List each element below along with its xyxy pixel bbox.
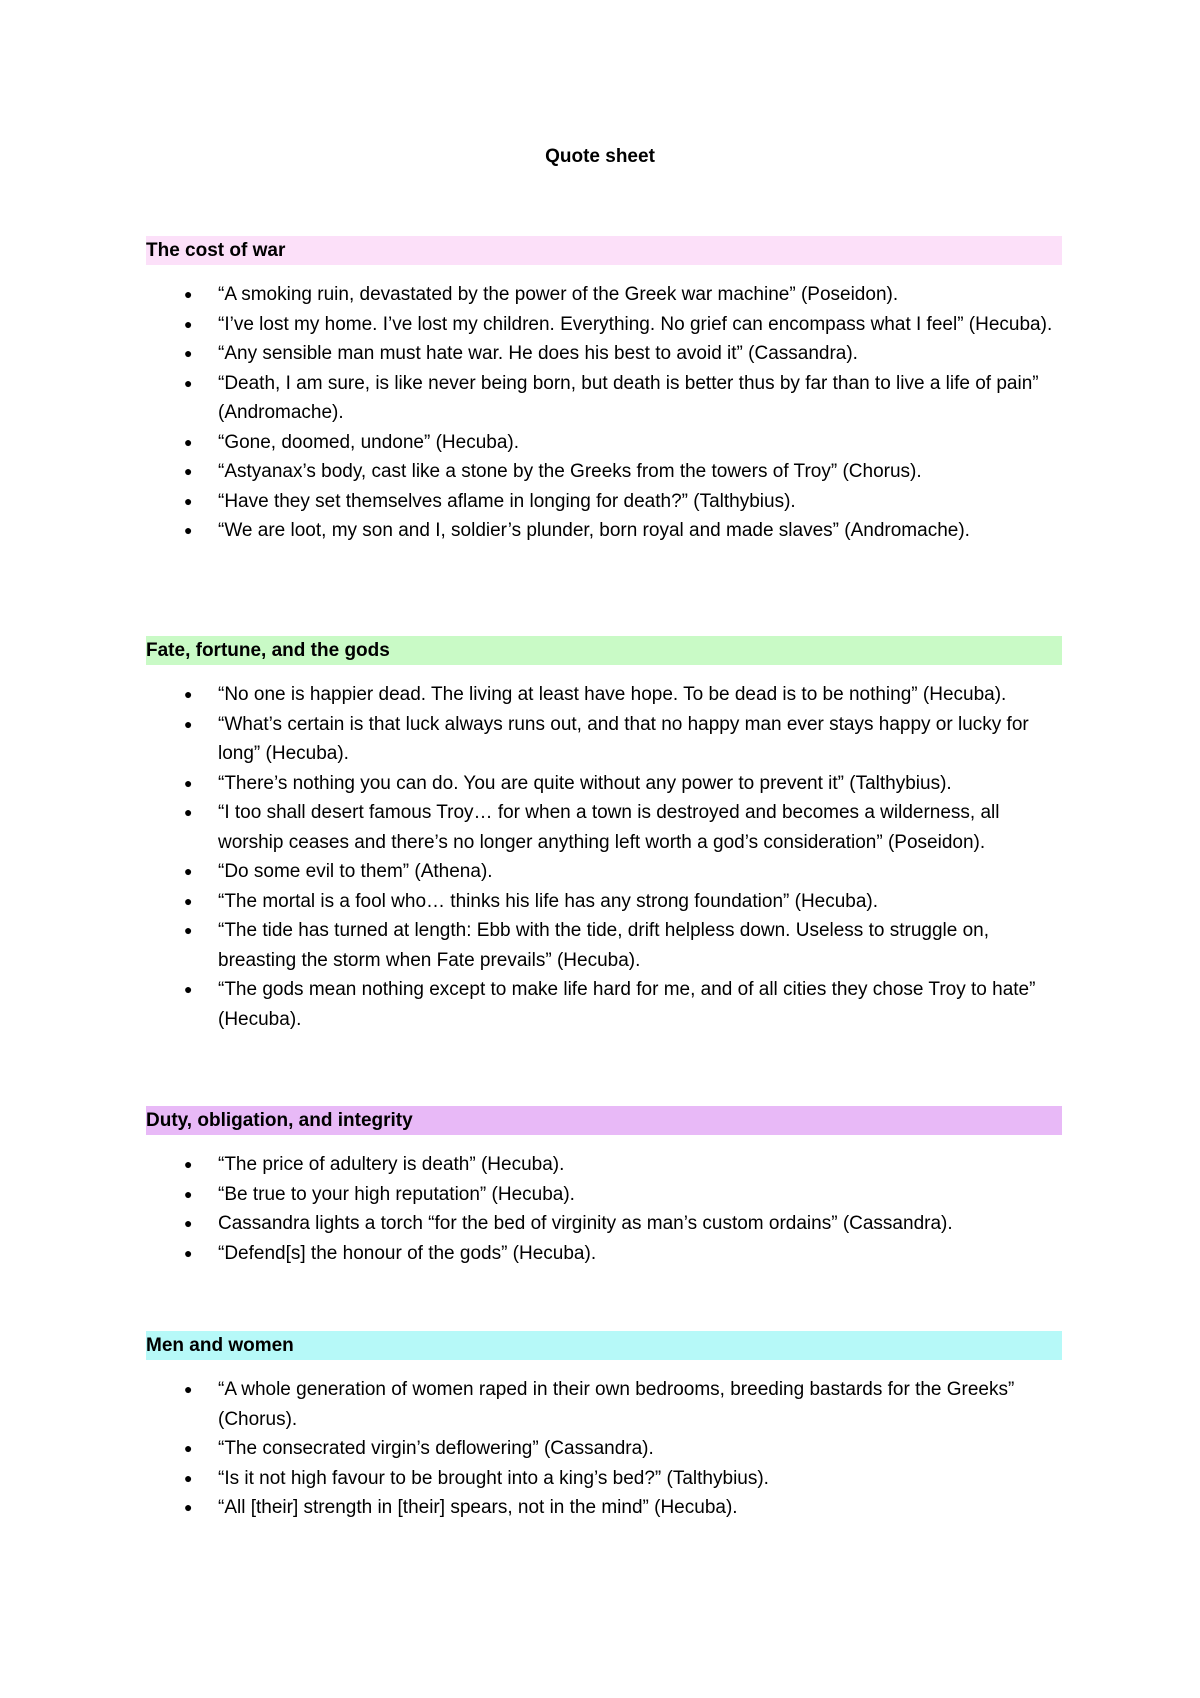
section-heading: Fate, fortune, and the gods bbox=[146, 636, 1062, 665]
section-heading: Men and women bbox=[146, 1331, 1062, 1360]
bullet-icon: ● bbox=[184, 1215, 193, 1231]
bullet-icon: ● bbox=[184, 1185, 193, 1202]
quote-list bbox=[146, 1375, 1062, 1523]
quote-item: ● “All [their] strength in [their] spears, not in the mind” (Hecuba). bbox=[146, 1493, 1062, 1523]
bullet-icon: ● bbox=[184, 315, 193, 332]
quote-item: ● “Defend[s] the honour of the gods” (Hecuba). bbox=[146, 1239, 1062, 1269]
quote-item: ● “Any sensible man must hate war. He does his best to avoid it” (Cassandra). bbox=[146, 339, 1062, 369]
quote-item: ● “I’ve lost my home. I’ve lost my children. Everything. No grief can encompass what I feel” (Hecuba). bbox=[146, 310, 1062, 340]
bullet-icon: ● bbox=[184, 374, 193, 391]
bullet-icon: ● bbox=[184, 1381, 193, 1397]
quote-list bbox=[146, 280, 1062, 546]
bullet-icon: ● bbox=[184, 1440, 193, 1456]
quote-item: ● “Have they set themselves aflame in longing for death?” (Talthybius). bbox=[146, 487, 1062, 517]
bullet-icon: ● bbox=[184, 286, 193, 302]
section-heading: The cost of war bbox=[146, 236, 1062, 265]
quote-item: ● “There’s nothing you can do. You are quite without any power to prevent it” (Talthybius). bbox=[146, 769, 1062, 799]
section-fate-fortune-gods bbox=[146, 636, 1062, 1034]
section-heading: Duty, obligation, and integrity bbox=[146, 1106, 1062, 1135]
quote-item: ● “We are loot, my son and I, soldier’s plunder, born royal and made slaves” (Andromache). bbox=[146, 516, 1062, 546]
bullet-icon: ● bbox=[184, 345, 193, 361]
quote-item: ● “The gods mean nothing except to make life hard for me, and of all cities they chose Troy to hate” (Hecuba). bbox=[146, 975, 1062, 1034]
quote-list bbox=[146, 680, 1062, 1034]
quote-item: ● “Astyanax’s body, cast like a stone by the Greeks from the towers of Troy” (Chorus). bbox=[146, 457, 1062, 487]
quote-item: ● “Be true to your high reputation” (Hecuba). bbox=[146, 1180, 1062, 1210]
quote-item: ● “Death, I am sure, is like never being born, but death is better thus by far than to live a life of pain” (Andromache). bbox=[146, 369, 1062, 428]
bullet-icon: ● bbox=[184, 522, 193, 538]
quote-item: ● “The tide has turned at length: Ebb with the tide, drift helpless down. Useless to struggle on, breasting the storm when Fate prevails” (Hecuba). bbox=[146, 916, 1062, 975]
quote-item: ● “A whole generation of women raped in their own bedrooms, breeding bastards for the Greeks” (Chorus). bbox=[146, 1375, 1062, 1434]
quote-item: ● Cassandra lights a torch “for the bed of virginity as man’s custom ordains” (Cassandra). bbox=[146, 1209, 1062, 1239]
bullet-icon: ● bbox=[184, 863, 193, 879]
quote-item: ● “I too shall desert famous Troy… for when a town is destroyed and becomes a wilderness, all worship ceases and there’s no longer anything left worth a god’s consideration” (Poseidon). bbox=[146, 798, 1062, 857]
quote-list bbox=[146, 1150, 1062, 1268]
quote-item: ● “Do some evil to them” (Athena). bbox=[146, 857, 1062, 887]
quote-item: ● “Gone, doomed, undone” (Hecuba). bbox=[146, 428, 1062, 458]
quote-item: ● “The mortal is a fool who… thinks his life has any strong foundation” (Hecuba). bbox=[146, 887, 1062, 917]
bullet-icon: ● bbox=[184, 981, 193, 997]
bullet-icon: ● bbox=[184, 463, 193, 479]
quote-item: ● “Is it not high favour to be brought into a king’s bed?” (Talthybius). bbox=[146, 1464, 1062, 1494]
quote-item: ● “The consecrated virgin’s deflowering” (Cassandra). bbox=[146, 1434, 1062, 1464]
quote-item: ● “No one is happier dead. The living at least have hope. To be dead is to be nothing” (Hecuba). bbox=[146, 680, 1062, 710]
bullet-icon: ● bbox=[184, 1244, 193, 1261]
section-cost-of-war bbox=[146, 236, 1062, 546]
page-title: Quote sheet bbox=[545, 146, 655, 167]
quote-item: ● “The price of adultery is death” (Hecuba). bbox=[146, 1150, 1062, 1180]
bullet-icon: ● bbox=[184, 804, 193, 820]
section-men-and-women bbox=[146, 1331, 1062, 1523]
bullet-icon: ● bbox=[184, 715, 193, 732]
bullet-icon: ● bbox=[184, 1156, 193, 1172]
bullet-icon: ● bbox=[184, 686, 193, 702]
bullet-icon: ● bbox=[184, 1499, 193, 1515]
bullet-icon: ● bbox=[184, 492, 193, 509]
bullet-icon: ● bbox=[184, 922, 193, 938]
section-duty-obligation-integrity bbox=[146, 1106, 1062, 1268]
bullet-icon: ● bbox=[184, 892, 193, 909]
quote-item: ● “A smoking ruin, devastated by the power of the Greek war machine” (Poseidon). bbox=[146, 280, 1062, 310]
quote-item: ● “What’s certain is that luck always runs out, and that no happy man ever stays happy or lucky for long” (Hecuba). bbox=[146, 710, 1062, 769]
bullet-icon: ● bbox=[184, 433, 193, 450]
bullet-icon: ● bbox=[184, 1469, 193, 1486]
bullet-icon: ● bbox=[184, 774, 193, 791]
